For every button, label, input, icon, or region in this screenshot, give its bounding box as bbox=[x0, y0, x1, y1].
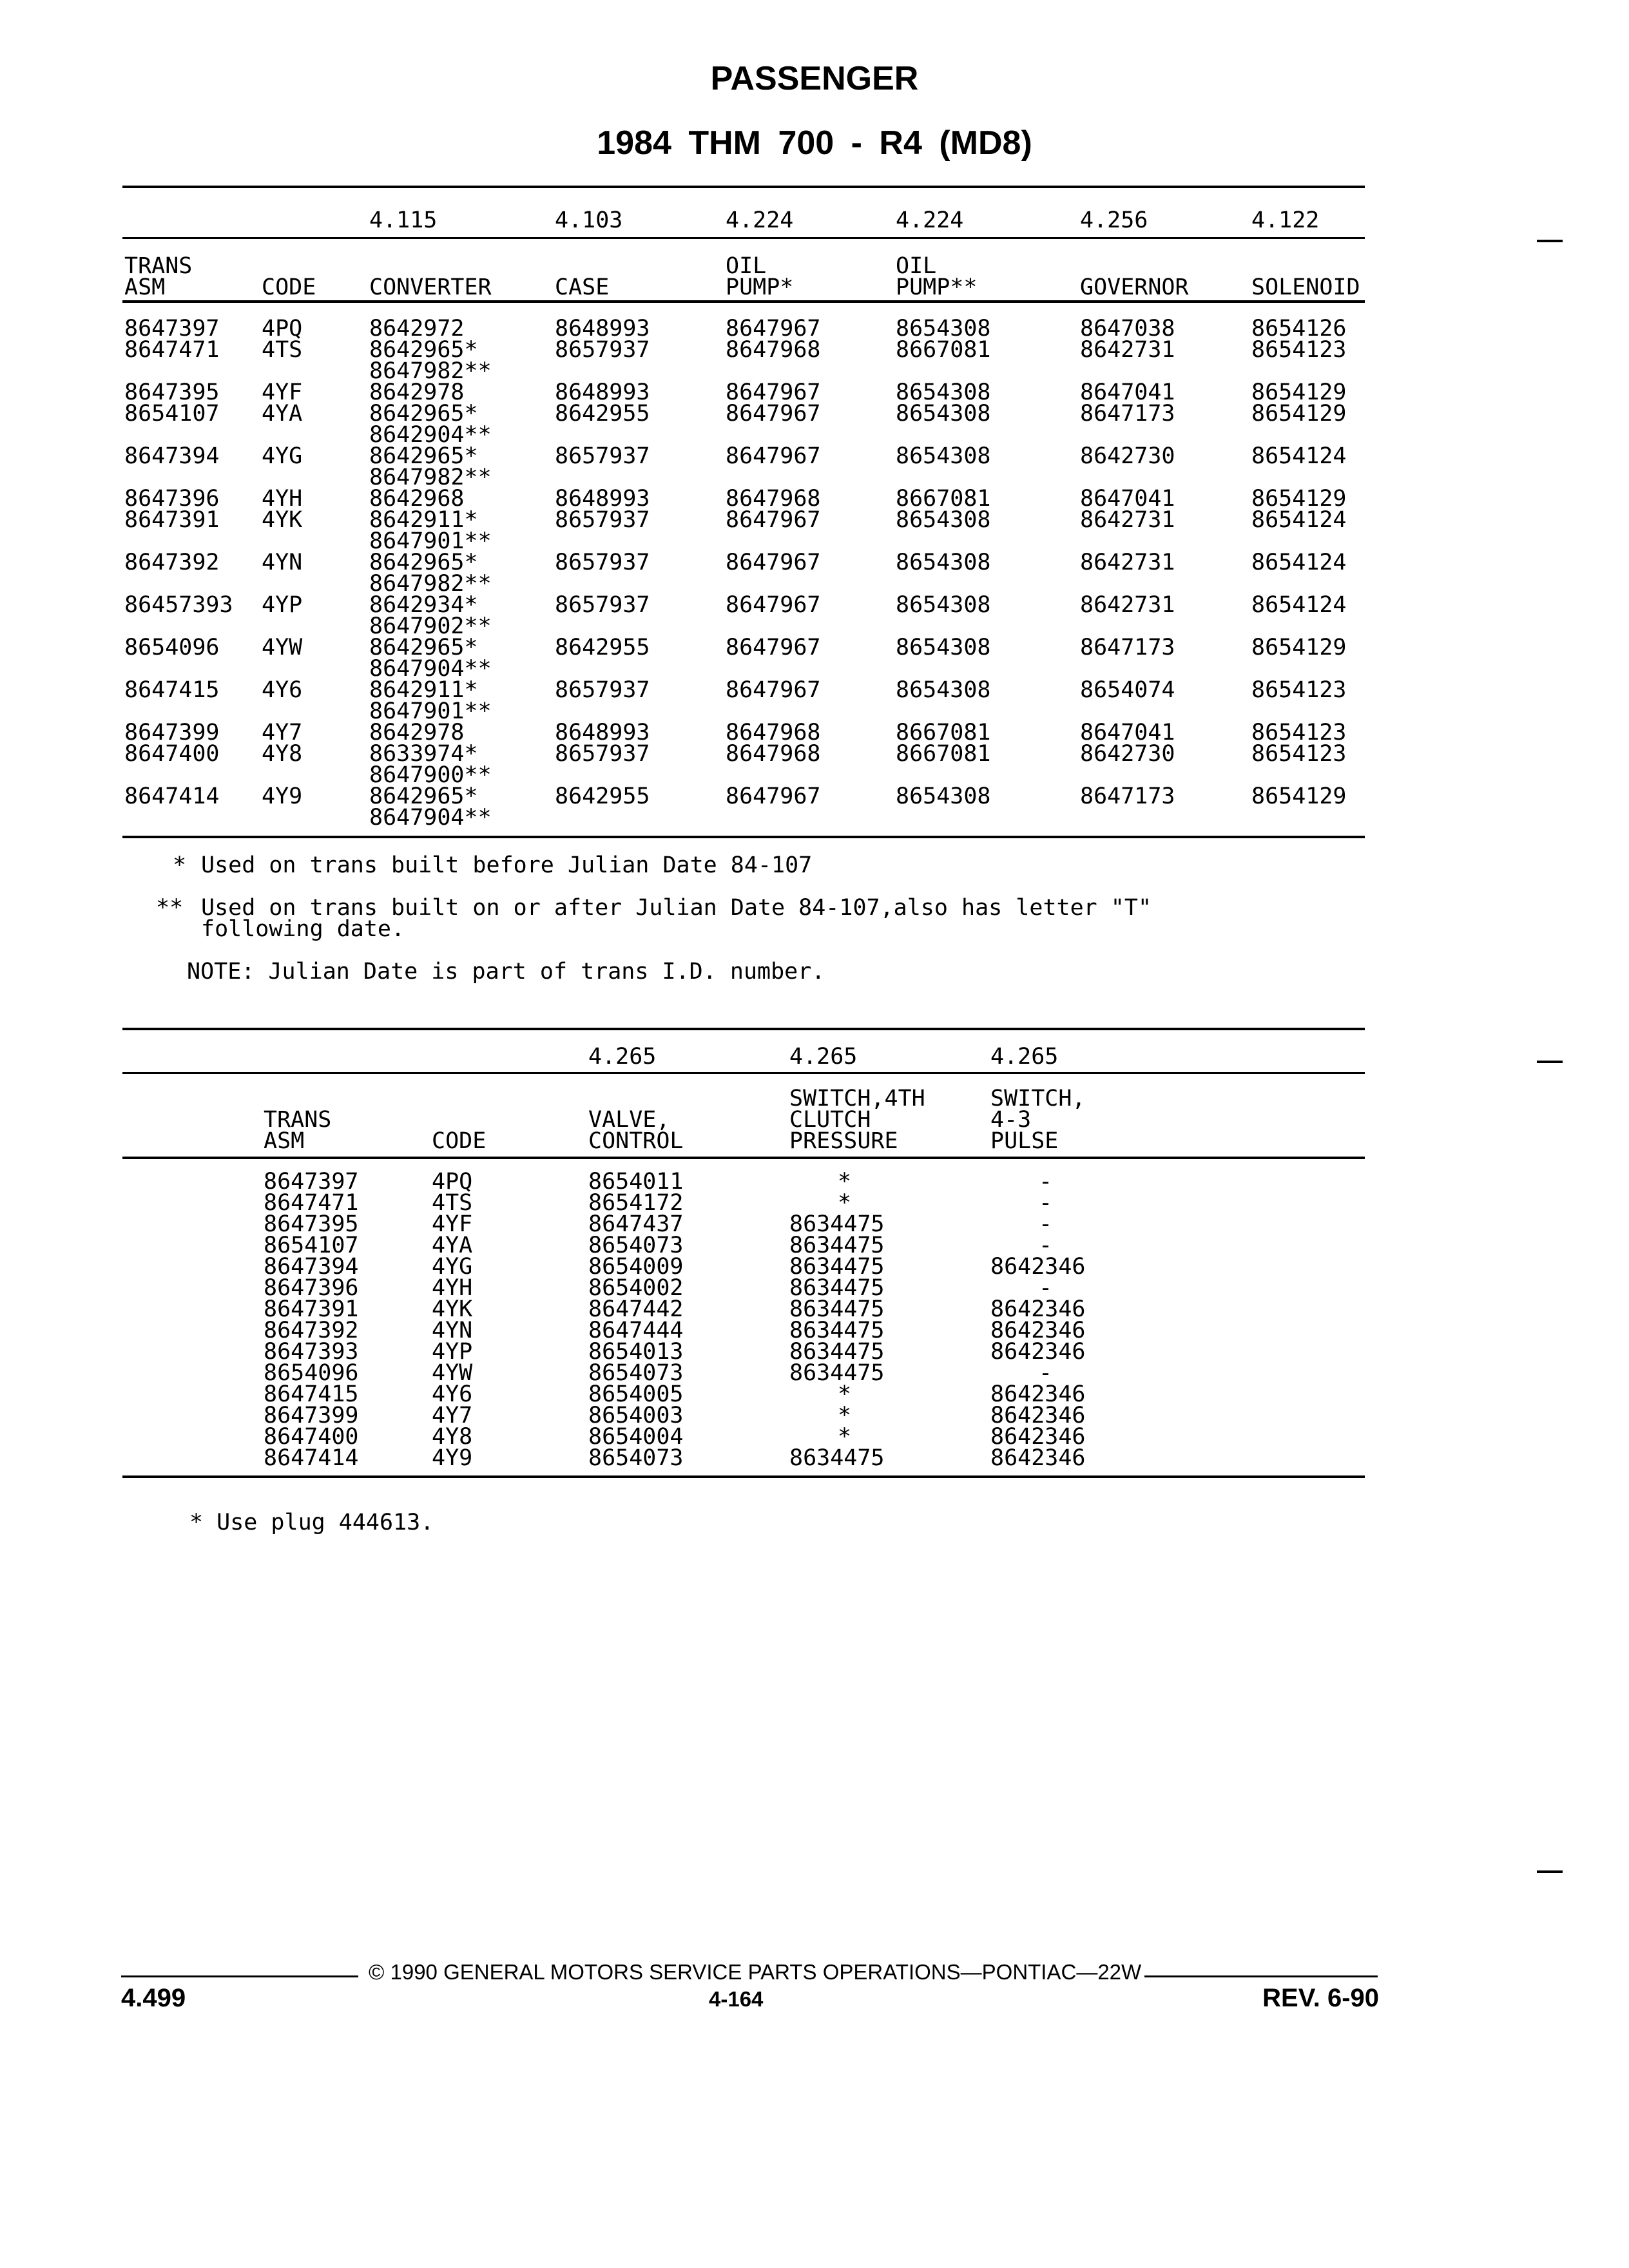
column-header: SOLENOID bbox=[1251, 274, 1360, 300]
column-header: CODE bbox=[432, 1128, 487, 1154]
table-cell-converter: 8642968 bbox=[369, 486, 465, 512]
table-cell-switch4th: 8634475 bbox=[789, 1360, 885, 1386]
table-cell-code: 4PQ bbox=[432, 1169, 473, 1195]
table-cell-pump2: 8654308 bbox=[896, 550, 991, 575]
table-cell-converter: 8642965* bbox=[369, 337, 478, 363]
table-cell-converter-alt: 8647904** bbox=[369, 805, 492, 831]
table-cell-asm: 8647392 bbox=[264, 1318, 359, 1343]
table-cell-code: 4YP bbox=[432, 1339, 473, 1365]
margin-mark bbox=[1537, 1061, 1563, 1063]
table-cell-switch4th: 8634475 bbox=[789, 1211, 885, 1237]
table-cell-switch4th: 8634475 bbox=[789, 1445, 885, 1471]
table-2-bottom-rule bbox=[122, 1475, 1365, 1478]
table-cell-pulse: - bbox=[1039, 1169, 1053, 1195]
column-header: OIL bbox=[896, 253, 937, 279]
table-cell-switch4th: 8634475 bbox=[789, 1275, 885, 1301]
table-cell-pulse: 8642346 bbox=[990, 1424, 1086, 1450]
column-header: PRESSURE bbox=[789, 1128, 898, 1154]
table-cell-code: 4YK bbox=[262, 507, 303, 533]
table-cell-converter-alt: 8647900** bbox=[369, 762, 492, 788]
table-cell-pulse: 8642346 bbox=[990, 1381, 1086, 1407]
table-cell-switch4th: * bbox=[838, 1169, 852, 1195]
table-cell-pump2: 8667081 bbox=[896, 741, 991, 767]
column-header: PUMP** bbox=[896, 274, 978, 300]
table-cell-code: 4TS bbox=[262, 337, 303, 363]
table-cell-pump2: 8654308 bbox=[896, 677, 991, 703]
table-cell-converter: 8642965* bbox=[369, 783, 478, 809]
table-cell-asm: 86457393 bbox=[124, 592, 233, 618]
table-cell-converter: 8642934* bbox=[369, 592, 478, 618]
table-cell-valve: 8647437 bbox=[588, 1211, 684, 1237]
table-cell-code: 4Y9 bbox=[262, 783, 303, 809]
table-cell-governor: 8647041 bbox=[1080, 720, 1175, 745]
table-cell-governor: 8642731 bbox=[1080, 592, 1175, 618]
table-2-top-rule bbox=[122, 1028, 1365, 1030]
table-cell-asm: 8647399 bbox=[124, 720, 220, 745]
table-cell-asm: 8647414 bbox=[124, 783, 220, 809]
revision: REV. 6-90 bbox=[1262, 1984, 1379, 2012]
table-cell-asm: 8647391 bbox=[264, 1296, 359, 1322]
section-number: 4.115 bbox=[369, 207, 438, 233]
column-header: ASM bbox=[264, 1128, 305, 1154]
table-cell-switch4th: * bbox=[838, 1381, 852, 1407]
table-cell-pump2: 8654308 bbox=[896, 507, 991, 533]
table-cell-pump1: 8647967 bbox=[726, 635, 821, 660]
table-cell-solenoid: 8654123 bbox=[1251, 741, 1347, 767]
table-cell-code: 4YA bbox=[262, 401, 303, 427]
table-cell-solenoid: 8654124 bbox=[1251, 443, 1347, 469]
table-cell-asm: 8647400 bbox=[264, 1424, 359, 1450]
column-header: OIL bbox=[726, 253, 767, 279]
table-cell-code: 4Y8 bbox=[262, 741, 303, 767]
table-cell-code: 4PQ bbox=[262, 316, 303, 341]
column-header: GOVERNOR bbox=[1080, 274, 1189, 300]
table-cell-code: 4YN bbox=[262, 550, 303, 575]
table-cell-asm: 8647392 bbox=[124, 550, 220, 575]
section-number: 4.122 bbox=[1251, 207, 1320, 233]
table-cell-asm: 8654096 bbox=[124, 635, 220, 660]
table-cell-pump2: 8667081 bbox=[896, 720, 991, 745]
table-cell-valve: 8654004 bbox=[588, 1424, 684, 1450]
table-cell-switch4th: * bbox=[838, 1403, 852, 1428]
table-cell-asm: 8647415 bbox=[264, 1381, 359, 1407]
table-cell-pump2: 8654308 bbox=[896, 783, 991, 809]
table-cell-asm: 8647471 bbox=[264, 1190, 359, 1216]
footer-copyright: © 1990 GENERAL MOTORS SERVICE PARTS OPERATIONS—PONTIAC—22W bbox=[369, 1960, 1142, 1984]
table-cell-switch4th: 8634475 bbox=[789, 1233, 885, 1258]
column-header: PULSE bbox=[990, 1128, 1059, 1154]
table-cell-converter-alt: 8647982** bbox=[369, 358, 492, 384]
table-cell-converter: 8642911* bbox=[369, 507, 478, 533]
table-cell-asm: 8647391 bbox=[124, 507, 220, 533]
table-cell-code: 4Y8 bbox=[432, 1424, 473, 1450]
table-cell-code: 4YG bbox=[262, 443, 303, 469]
table-cell-converter: 8642978 bbox=[369, 380, 465, 405]
table-cell-code: 4YF bbox=[432, 1211, 473, 1237]
table-cell-pulse: 8642346 bbox=[990, 1339, 1086, 1365]
table-cell-converter-alt: 8642904** bbox=[369, 422, 492, 448]
table-cell-asm: 8654107 bbox=[124, 401, 220, 427]
table-cell-pump2: 8667081 bbox=[896, 486, 991, 512]
table-cell-pump2: 8654308 bbox=[896, 635, 991, 660]
table-cell-valve: 8654011 bbox=[588, 1169, 684, 1195]
table-cell-case: 8657937 bbox=[555, 443, 650, 469]
table-cell-case: 8642955 bbox=[555, 635, 650, 660]
table-cell-case: 8657937 bbox=[555, 677, 650, 703]
section-number: 4.265 bbox=[588, 1044, 657, 1070]
column-header: PUMP* bbox=[726, 274, 794, 300]
table-cell-switch4th: * bbox=[838, 1190, 852, 1216]
table-cell-case: 8648993 bbox=[555, 720, 650, 745]
table-cell-case: 8648993 bbox=[555, 316, 650, 341]
table-cell-asm: 8647414 bbox=[264, 1445, 359, 1471]
table-cell-pump2: 8654308 bbox=[896, 380, 991, 405]
column-header: CONVERTER bbox=[369, 274, 492, 300]
column-header: VALVE, bbox=[588, 1107, 670, 1133]
table-cell-solenoid: 8654129 bbox=[1251, 380, 1347, 405]
table-cell-converter: 8642978 bbox=[369, 720, 465, 745]
table-cell-governor: 8647173 bbox=[1080, 783, 1175, 809]
section-number: 4.256 bbox=[1080, 207, 1148, 233]
table-cell-converter-alt: 8647902** bbox=[369, 613, 492, 639]
table-cell-converter-alt: 8647904** bbox=[369, 656, 492, 682]
table-cell-switch4th: 8634475 bbox=[789, 1296, 885, 1322]
table-cell-converter-alt: 8647982** bbox=[369, 571, 492, 597]
table-cell-solenoid: 8654123 bbox=[1251, 720, 1347, 745]
footnote-text: * Use plug 444613. bbox=[189, 1510, 434, 1535]
table-cell-converter: 8642965* bbox=[369, 443, 478, 469]
table-cell-converter: 8642965* bbox=[369, 401, 478, 427]
table-cell-code: 4Y9 bbox=[432, 1445, 473, 1471]
table-cell-governor: 8642730 bbox=[1080, 443, 1175, 469]
table-cell-asm: 8647395 bbox=[264, 1211, 359, 1237]
table-cell-asm: 8647471 bbox=[124, 337, 220, 363]
table-cell-pulse: - bbox=[1039, 1360, 1053, 1386]
table-cell-converter-alt: 8647982** bbox=[369, 465, 492, 490]
table-cell-code: 4YA bbox=[432, 1233, 473, 1258]
table-2-section-rule bbox=[122, 1072, 1365, 1074]
table-cell-converter-alt: 8647901** bbox=[369, 528, 492, 554]
table-cell-solenoid: 8654124 bbox=[1251, 592, 1347, 618]
table-2-header-rule bbox=[122, 1157, 1365, 1159]
footnote-text: following date. bbox=[201, 916, 405, 942]
table-cell-pulse: 8642346 bbox=[990, 1254, 1086, 1280]
table-cell-pump1: 8647967 bbox=[726, 316, 821, 341]
table-cell-pulse: 8642346 bbox=[990, 1296, 1086, 1322]
table-cell-code: 4YH bbox=[262, 486, 303, 512]
table-cell-pump1: 8647967 bbox=[726, 443, 821, 469]
section-number: 4.224 bbox=[726, 207, 794, 233]
table-cell-pulse: - bbox=[1039, 1275, 1053, 1301]
table-cell-governor: 8642731 bbox=[1080, 337, 1175, 363]
table-cell-case: 8648993 bbox=[555, 380, 650, 405]
table-cell-case: 8642955 bbox=[555, 783, 650, 809]
table-cell-converter-alt: 8647901** bbox=[369, 698, 492, 724]
column-header: SWITCH,4TH bbox=[789, 1086, 925, 1111]
table-cell-asm: 8647415 bbox=[124, 677, 220, 703]
table-cell-valve: 8654002 bbox=[588, 1275, 684, 1301]
table-cell-valve: 8654005 bbox=[588, 1381, 684, 1407]
table-cell-solenoid: 8654123 bbox=[1251, 337, 1347, 363]
table-cell-asm: 8647397 bbox=[124, 316, 220, 341]
table-cell-switch4th: 8634475 bbox=[789, 1254, 885, 1280]
footnote-mark: * bbox=[173, 852, 187, 878]
table-cell-code: 4YG bbox=[432, 1254, 473, 1280]
table-cell-code: 4YK bbox=[432, 1296, 473, 1322]
table-cell-code: 4YP bbox=[262, 592, 303, 618]
table-cell-solenoid: 8654129 bbox=[1251, 635, 1347, 660]
footer-rule-right bbox=[1144, 1975, 1378, 1977]
column-header: TRANS bbox=[264, 1107, 332, 1133]
table-1-section-rule bbox=[122, 237, 1365, 239]
table-cell-pulse: 8642346 bbox=[990, 1318, 1086, 1343]
page-number: 4-164 bbox=[709, 1987, 764, 2011]
footnote-mark: ** bbox=[156, 895, 184, 921]
table-cell-solenoid: 8654129 bbox=[1251, 486, 1347, 512]
table-cell-pump1: 8647967 bbox=[726, 550, 821, 575]
table-cell-pump2: 8654308 bbox=[896, 316, 991, 341]
table-cell-pulse: - bbox=[1039, 1211, 1053, 1237]
column-header: CLUTCH bbox=[789, 1107, 871, 1133]
note-text: NOTE: Julian Date is part of trans I.D. number. bbox=[187, 959, 825, 985]
table-cell-governor: 8642731 bbox=[1080, 507, 1175, 533]
table-cell-pump1: 8647968 bbox=[726, 486, 821, 512]
page-subtitle: 1984 THM 700 - R4 (MD8) bbox=[597, 124, 1032, 162]
table-cell-case: 8657937 bbox=[555, 507, 650, 533]
column-header: 4-3 bbox=[990, 1107, 1032, 1133]
section-number: 4.265 bbox=[789, 1044, 858, 1070]
table-cell-pump1: 8647967 bbox=[726, 401, 821, 427]
table-cell-pump2: 8667081 bbox=[896, 337, 991, 363]
table-cell-solenoid: 8654124 bbox=[1251, 550, 1347, 575]
table-cell-converter: 8642911* bbox=[369, 677, 478, 703]
table-cell-switch4th: * bbox=[838, 1424, 852, 1450]
table-cell-governor: 8642730 bbox=[1080, 741, 1175, 767]
footnote-text: Used on trans built before Julian Date 84-107 bbox=[201, 852, 813, 878]
table-cell-valve: 8654073 bbox=[588, 1360, 684, 1386]
table-cell-asm: 8647394 bbox=[124, 443, 220, 469]
table-cell-asm: 8647399 bbox=[264, 1403, 359, 1428]
table-cell-valve: 8654009 bbox=[588, 1254, 684, 1280]
table-cell-asm: 8654107 bbox=[264, 1233, 359, 1258]
table-cell-valve: 8647444 bbox=[588, 1318, 684, 1343]
table-cell-governor: 8647038 bbox=[1080, 316, 1175, 341]
column-header: CODE bbox=[262, 274, 316, 300]
table-cell-solenoid: 8654126 bbox=[1251, 316, 1347, 341]
table-cell-code: 4YW bbox=[262, 635, 303, 660]
column-header: ASM bbox=[124, 274, 166, 300]
table-cell-case: 8657937 bbox=[555, 741, 650, 767]
table-cell-code: 4TS bbox=[432, 1190, 473, 1216]
table-cell-pump2: 8654308 bbox=[896, 443, 991, 469]
table-cell-code: 4YW bbox=[432, 1360, 473, 1386]
table-cell-pump1: 8647967 bbox=[726, 677, 821, 703]
table-cell-asm: 8647400 bbox=[124, 741, 220, 767]
table-cell-pump1: 8647967 bbox=[726, 783, 821, 809]
table-cell-code: 4Y6 bbox=[262, 677, 303, 703]
table-cell-pump1: 8647968 bbox=[726, 741, 821, 767]
table-cell-pump1: 8647968 bbox=[726, 720, 821, 745]
margin-mark bbox=[1537, 1870, 1563, 1873]
column-header: SWITCH, bbox=[990, 1086, 1086, 1111]
section-number: 4.224 bbox=[896, 207, 964, 233]
table-cell-valve: 8654003 bbox=[588, 1403, 684, 1428]
table-cell-pulse: 8642346 bbox=[990, 1403, 1086, 1428]
table-cell-case: 8657937 bbox=[555, 592, 650, 618]
table-cell-asm: 8647397 bbox=[264, 1169, 359, 1195]
table-1-top-rule bbox=[122, 186, 1365, 188]
table-cell-code: 4YF bbox=[262, 380, 303, 405]
table-cell-code: 4YH bbox=[432, 1275, 473, 1301]
table-cell-code: 4YN bbox=[432, 1318, 473, 1343]
table-cell-pulse: - bbox=[1039, 1233, 1053, 1258]
table-cell-governor: 8647173 bbox=[1080, 401, 1175, 427]
table-cell-valve: 8654172 bbox=[588, 1190, 684, 1216]
table-cell-valve: 8647442 bbox=[588, 1296, 684, 1322]
footer-rule-left bbox=[121, 1975, 358, 1977]
table-cell-governor: 8642731 bbox=[1080, 550, 1175, 575]
table-cell-asm: 8647394 bbox=[264, 1254, 359, 1280]
table-cell-solenoid: 8654123 bbox=[1251, 677, 1347, 703]
column-header: CONTROL bbox=[588, 1128, 684, 1154]
table-cell-case: 8657937 bbox=[555, 337, 650, 363]
table-1-bottom-rule bbox=[122, 836, 1365, 838]
table-cell-converter: 8642965* bbox=[369, 550, 478, 575]
table-cell-case: 8642955 bbox=[555, 401, 650, 427]
table-cell-governor: 8647041 bbox=[1080, 380, 1175, 405]
table-cell-solenoid: 8654129 bbox=[1251, 783, 1347, 809]
table-cell-pump1: 8647967 bbox=[726, 380, 821, 405]
table-cell-valve: 8654073 bbox=[588, 1233, 684, 1258]
table-cell-asm: 8647395 bbox=[124, 380, 220, 405]
column-header: CASE bbox=[555, 274, 610, 300]
column-header: TRANS bbox=[124, 253, 193, 279]
table-cell-pump1: 8647967 bbox=[726, 507, 821, 533]
table-cell-switch4th: 8634475 bbox=[789, 1339, 885, 1365]
table-cell-converter: 8642972 bbox=[369, 316, 465, 341]
table-cell-governor: 8654074 bbox=[1080, 677, 1175, 703]
table-cell-solenoid: 8654124 bbox=[1251, 507, 1347, 533]
table-cell-pulse: 8642346 bbox=[990, 1445, 1086, 1471]
table-cell-pulse: - bbox=[1039, 1190, 1053, 1216]
footer-left-code: 4.499 bbox=[121, 1984, 186, 2012]
table-cell-governor: 8647041 bbox=[1080, 486, 1175, 512]
table-cell-pump2: 8654308 bbox=[896, 401, 991, 427]
margin-mark bbox=[1537, 240, 1563, 242]
table-cell-converter: 8642965* bbox=[369, 635, 478, 660]
table-cell-case: 8648993 bbox=[555, 486, 650, 512]
table-cell-code: 4Y7 bbox=[262, 720, 303, 745]
footnote-text: Used on trans built on or after Julian Date 84-107,also has letter "T" bbox=[201, 895, 1152, 921]
table-cell-switch4th: 8634475 bbox=[789, 1318, 885, 1343]
table-cell-code: 4Y6 bbox=[432, 1381, 473, 1407]
table-cell-case: 8657937 bbox=[555, 550, 650, 575]
table-cell-asm: 8647396 bbox=[264, 1275, 359, 1301]
table-cell-asm: 8647393 bbox=[264, 1339, 359, 1365]
section-number: 4.265 bbox=[990, 1044, 1059, 1070]
table-cell-asm: 8647396 bbox=[124, 486, 220, 512]
table-cell-pump1: 8647968 bbox=[726, 337, 821, 363]
table-1-header-rule bbox=[122, 300, 1365, 303]
table-cell-governor: 8647173 bbox=[1080, 635, 1175, 660]
section-number: 4.103 bbox=[555, 207, 623, 233]
table-cell-converter: 8633974* bbox=[369, 741, 478, 767]
table-cell-valve: 8654073 bbox=[588, 1445, 684, 1471]
table-cell-valve: 8654013 bbox=[588, 1339, 684, 1365]
table-cell-asm: 8654096 bbox=[264, 1360, 359, 1386]
table-cell-code: 4Y7 bbox=[432, 1403, 473, 1428]
table-cell-pump2: 8654308 bbox=[896, 592, 991, 618]
page-title: PASSENGER bbox=[710, 60, 919, 97]
table-cell-solenoid: 8654129 bbox=[1251, 401, 1347, 427]
table-cell-pump1: 8647967 bbox=[726, 592, 821, 618]
